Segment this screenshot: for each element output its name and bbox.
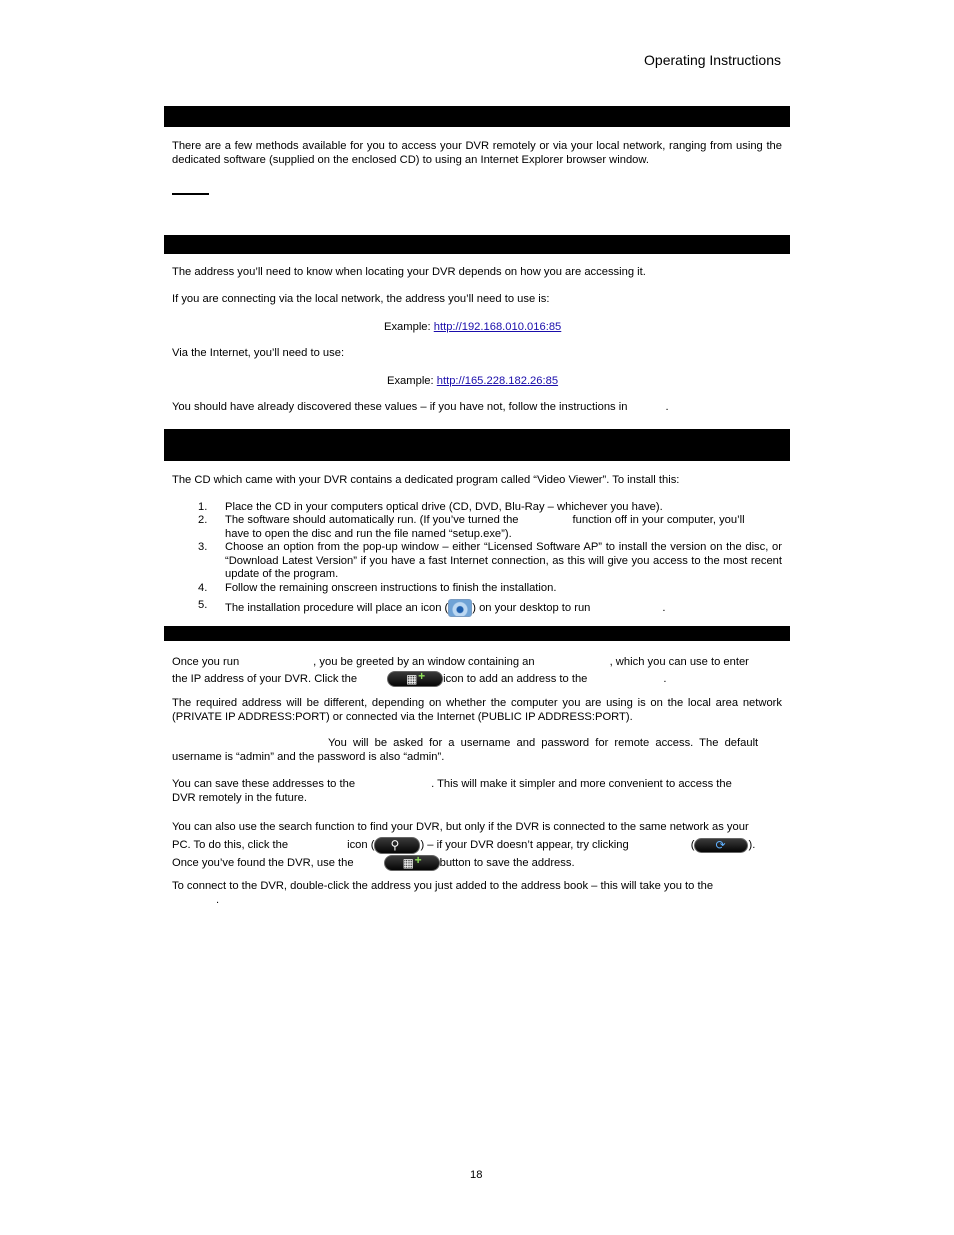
- list-item-text: Place the CD in your computers optical drive (CD, DVD, Blu-Ray – whichever you have).: [225, 501, 663, 513]
- list-item-number: 1.: [198, 501, 208, 513]
- section4-p5-f: ).: [748, 839, 756, 851]
- example-local-label: Example:: [384, 321, 434, 333]
- list-item-text: [225, 599, 782, 617]
- section2-p2: If you are connecting via the local network, the address you’ll need to use is:: [172, 293, 550, 305]
- list-item-5-part-b: ) on your desktop to run: [472, 601, 591, 614]
- example-internet-link[interactable]: http://165.228.182.26:85: [436, 375, 559, 387]
- section-heading-bar-using-viewer: [164, 626, 790, 641]
- section2-p4: [172, 401, 782, 415]
- section4-p5-h: button to save the address.: [439, 857, 575, 869]
- section2-p3: Via the Internet, you’ll need to use:: [172, 347, 345, 359]
- list-item-2-part-a: The software should automatically run. (If you’ve turned the: [225, 514, 519, 526]
- list-item-number: 2.: [198, 514, 208, 526]
- running-header: Operating Instructions: [644, 52, 781, 68]
- section4-p5-e: (: [690, 839, 695, 851]
- section4-p1: [172, 654, 782, 688]
- section-heading-bar-install: [164, 429, 790, 461]
- list-item-5-part-a: The installation procedure will place an icon (: [225, 601, 449, 614]
- page-number: 18: [470, 1169, 483, 1181]
- section4-p6-b: .: [216, 893, 220, 906]
- section4-p1-d: the IP address of your DVR. Click the: [172, 673, 358, 685]
- example-local: [384, 320, 561, 334]
- list-item-text: Follow the remaining onscreen instructions to finish the installation.: [225, 582, 557, 594]
- list-item-number: 5.: [198, 599, 208, 611]
- list-item-number: 4.: [198, 582, 208, 594]
- section4-p1-e: icon to add an address to the: [443, 673, 588, 685]
- section1-body: There are a few methods available for you to access your DVR remotely or via your local network, ranging from using the dedicated software (supplied on the enclosed CD) to using an Internet Explorer browser window.: [172, 140, 782, 166]
- list-item-number: 3.: [198, 541, 208, 553]
- list-item-2-part-c: have to open the disc and run the file named “setup.exe”).: [225, 527, 512, 540]
- list-item-5-part-c: .: [662, 601, 666, 614]
- section4-p6: [172, 880, 782, 907]
- section-heading-bar-remote-access: [164, 106, 790, 127]
- search-icon: ⚲: [374, 837, 420, 854]
- note-underline: [172, 193, 209, 195]
- section4-p4-c: DVR remotely in the future.: [172, 791, 307, 804]
- section4-p1-c: , which you can use to enter: [609, 656, 749, 668]
- section4-p5-c: icon (: [347, 839, 375, 851]
- section4-p3-b: username is “admin” and the password is also “admin”.: [172, 750, 445, 763]
- video-viewer-icon: [448, 599, 472, 617]
- section4-p6-a: To connect to the DVR, double-click the address you just added to the address book – this will take you to the: [172, 880, 714, 892]
- section4-p3: [172, 737, 782, 764]
- section4-p2: The required address will be different, depending on whether the computer you are using is on the local area network (PRIVATE IP ADDRESS:PORT) or connected via the Internet (PUBLIC IP ADDRESS:PORT).: [172, 697, 782, 723]
- list-item-text: Choose an option from the pop-up window – either “Licensed Software AP” to install the version on the disc, or “Download Latest Version” if you have a fast Internet connection, as this will give you access to the most recent update of the program.: [225, 541, 782, 581]
- section2-p1: The address you’ll need to know when locating your DVR depends on how you are accessing it.: [172, 266, 646, 278]
- add-address-icon: ▦ +: [387, 671, 443, 687]
- section4-p5-g: Once you’ve found the DVR, use the: [172, 857, 354, 869]
- section2-p4-end: .: [665, 401, 669, 413]
- example-internet-label: Example:: [387, 375, 437, 387]
- example-local-link[interactable]: http://192.168.010.016:85: [433, 321, 562, 333]
- list-item-2-part-b: function off in your computer, you’ll: [572, 514, 745, 526]
- section4-p5-a: You can also use the search function to find your DVR, but only if the DVR is connected to the same network as your: [172, 821, 749, 833]
- section4-p4-a: You can save these addresses to the: [172, 778, 356, 790]
- section2-p4-text: You should have already discovered these values – if you have not, follow the instructions in: [172, 401, 628, 413]
- section4-p5: [172, 818, 782, 872]
- add-address-icon: ▦ +: [384, 855, 440, 871]
- refresh-icon: ⟳: [694, 838, 748, 853]
- section4-p1-b: , you be greeted by an window containing an: [313, 656, 535, 668]
- section4-p5-d: ) – if your DVR doesn’t appear, try clicking: [420, 839, 629, 851]
- section3-intro: The CD which came with your DVR contains a dedicated program called “Video Viewer”. To install this:: [172, 474, 680, 486]
- section-heading-bar-addresses: [164, 235, 790, 254]
- section4-p5-b: PC. To do this, click the: [172, 839, 289, 851]
- section4-p4: [172, 778, 782, 805]
- section4-p4-b: . This will make it simpler and more convenient to access the: [431, 778, 732, 790]
- list-item-text: [225, 514, 782, 541]
- section4-p1-a: Once you run: [172, 656, 240, 668]
- section4-p3-a: You will be asked for a username and password for remote access. The default: [328, 737, 759, 749]
- example-internet: [387, 374, 558, 388]
- section4-p1-f: .: [663, 673, 667, 685]
